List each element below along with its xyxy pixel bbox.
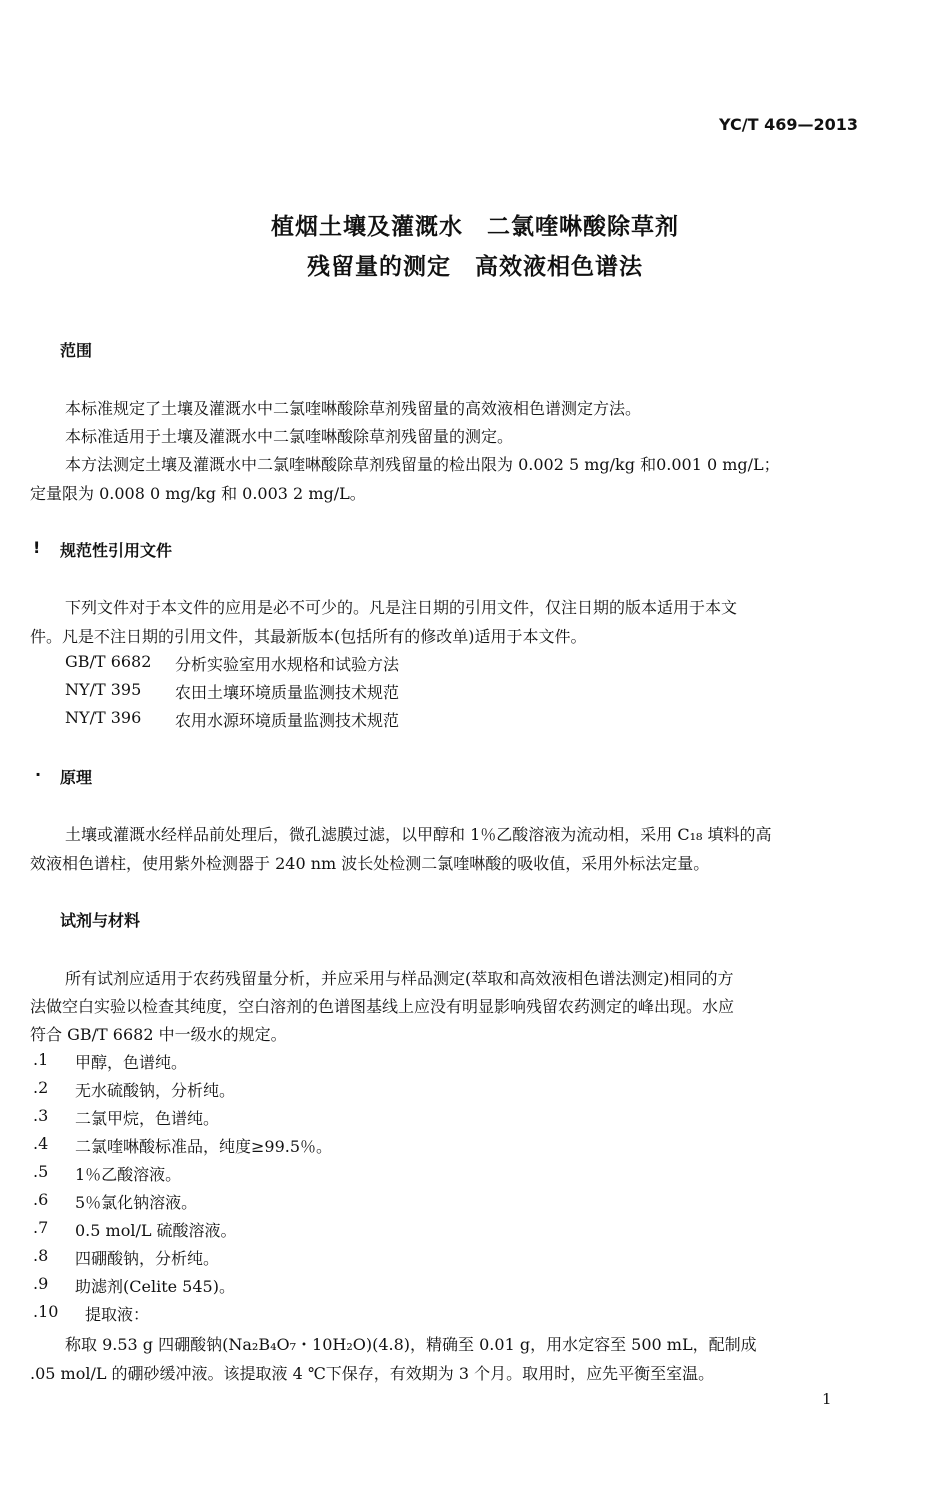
reagent-item-number: .2 — [33, 1078, 49, 1097]
refs-heading: 规范性引用文件 — [60, 541, 173, 560]
ref-item-name: 农用水源环境质量监测技术规范 — [175, 711, 400, 730]
document-title-line2: 残留量的测定 高效液相色谱法 — [307, 254, 643, 280]
reagent-item-text: 0.5 mol/L 硫酸溶液。 — [75, 1221, 237, 1240]
reagents-paragraph-c: 符合 GB/T 6682 中一级水的规定。 — [30, 1025, 287, 1044]
ref-item-code: NY/T 395 — [65, 680, 142, 699]
principle-marker: · — [35, 765, 42, 784]
reagent-item-text: 甲醇，色谱纯。 — [75, 1053, 188, 1072]
reagent-item-number: .4 — [33, 1134, 49, 1153]
reagent-item-number: .9 — [33, 1274, 49, 1293]
scope-heading: 范围 — [60, 341, 93, 360]
scope-paragraph-3b: 定量限为 0.008 0 mg/kg 和 0.003 2 mg/L。 — [30, 484, 366, 503]
scope-paragraph-1: 本标准规定了土壤及灌溉水中二氯喹啉酸除草剂残留量的高效液相色谱测定方法。 — [65, 399, 642, 418]
reagent-item-text: 提取液： — [85, 1305, 150, 1324]
page-number: 1 — [822, 1390, 832, 1408]
reagents-paragraph-b: 法做空白实验以检查其纯度，空白溶剂的色谱图基线上应没有明显影响残留农药测定的峰出现。水应 — [30, 997, 735, 1016]
reagent-item-number: .7 — [33, 1218, 49, 1237]
reagent-item-text: 1％乙酸溶液。 — [75, 1165, 182, 1184]
reagent-item-text: 5％氯化钠溶液。 — [75, 1193, 198, 1212]
reagent-item-number: .10 — [33, 1302, 59, 1321]
reagent-item-number: .5 — [33, 1162, 49, 1181]
extract-paragraph-b: .05 mol/L 的硼砂缓冲液。该提取液 4 ℃下保存，有效期为 3 个月。取用时，应先平衡至室温。 — [30, 1364, 715, 1383]
reagent-item-text: 无水硫酸钠，分析纯。 — [75, 1081, 236, 1100]
principle-paragraph-a: 土壤或灌溉水经样品前处理后，微孔滤膜过滤，以甲醇和 1％乙酸溶液为流动相，采用 C₁₈ 填料的高 — [65, 825, 772, 844]
reagent-item-number: .1 — [33, 1050, 49, 1069]
ref-item-name: 农田土壤环境质量监测技术规范 — [175, 683, 400, 702]
ref-item-code: NY/T 396 — [65, 708, 142, 727]
extract-paragraph-a: 称取 9.53 g 四硼酸钠(Na₂B₄O₇・10H₂O)(4.8)，精确至 0.01 g，用水定容至 500 mL，配制成 — [65, 1335, 757, 1354]
document-title-line1: 植烟土壤及灌溉水 二氯喹啉酸除草剂 — [271, 214, 679, 240]
scope-paragraph-3a: 本方法测定土壤及灌溉水中二氯喹啉酸除草剂残留量的检出限为 0.002 5 mg/kg 和0.001 0 mg/L； — [65, 455, 780, 474]
ref-item-name: 分析实验室用水规格和试验方法 — [175, 655, 400, 674]
standard-number: YC/T 469—2013 — [718, 115, 858, 134]
refs-paragraph-b: 件。凡是不注日期的引用文件，其最新版本(包括所有的修改单)适用于本文件。 — [30, 627, 587, 646]
principle-heading: 原理 — [60, 768, 93, 787]
ref-item-code: GB/T 6682 — [65, 652, 152, 671]
reagents-heading: 试剂与材料 — [60, 911, 141, 930]
reagents-paragraph-a: 所有试剂应适用于农药残留量分析，并应采用与样品测定(萃取和高效液相色谱法测定)相同的方 — [65, 969, 734, 988]
refs-paragraph-a: 下列文件对于本文件的应用是必不可少的。凡是注日期的引用文件，仅注日期的版本适用于本文 — [65, 598, 738, 617]
reagent-item-number: .6 — [33, 1190, 49, 1209]
reagent-item-number: .8 — [33, 1246, 49, 1265]
reagent-item-number: .3 — [33, 1106, 49, 1125]
reagent-item-text: 二氯喹啉酸标准品，纯度≥99.5％。 — [75, 1137, 333, 1156]
reagent-item-text: 二氯甲烷，色谱纯。 — [75, 1109, 220, 1128]
scope-paragraph-2: 本标准适用于土壤及灌溉水中二氯喹啉酸除草剂残留量的测定。 — [65, 427, 514, 446]
refs-marker: ! — [33, 538, 41, 557]
reagent-item-text: 四硼酸钠，分析纯。 — [75, 1249, 220, 1268]
principle-paragraph-b: 效液相色谱柱，使用紫外检测器于 240 nm 波长处检测二氯喹啉酸的吸收值，采用外标法定量。 — [30, 854, 710, 873]
reagent-item-text: 助滤剂(Celite 545)。 — [75, 1277, 235, 1296]
